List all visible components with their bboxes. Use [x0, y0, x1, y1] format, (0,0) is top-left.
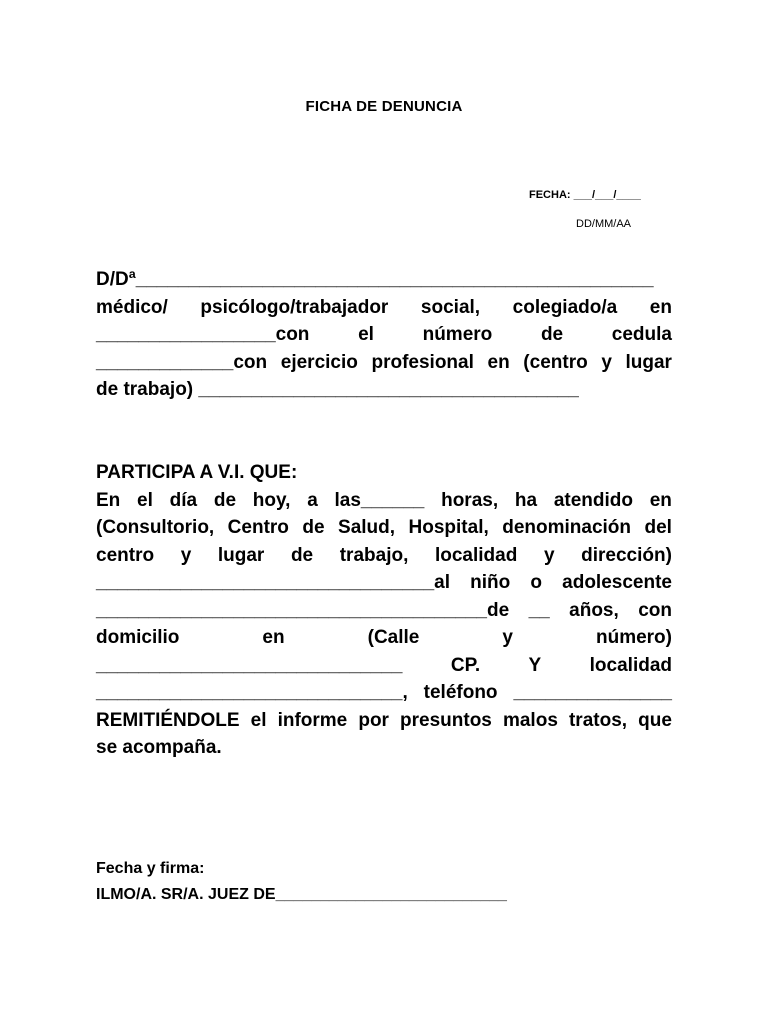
word: el	[250, 709, 267, 731]
word: dirección)	[581, 544, 672, 566]
word: _______________	[513, 682, 672, 703]
word: (Calle	[367, 627, 420, 648]
word: hoy,	[252, 489, 291, 511]
word: lugar	[217, 544, 265, 566]
word: CP.	[450, 654, 481, 676]
profession-line	[96, 294, 672, 322]
word: el	[137, 489, 153, 511]
declarant-name-line: D/Dª_________________________________________________	[96, 269, 654, 290]
word: (Consultorio,	[96, 517, 215, 538]
word: Hospital,	[408, 517, 489, 538]
signature-section	[96, 856, 507, 908]
report-line-6	[96, 624, 672, 652]
word: Salud,	[338, 517, 396, 538]
word: colegiado/a	[512, 296, 618, 318]
word: localidad	[589, 654, 672, 676]
word: niño	[470, 572, 511, 593]
report-heading: PARTICIPA A V.I. QUE:	[96, 462, 298, 483]
word: médico/	[96, 296, 168, 318]
document-title: FICHA DE DENUNCIA	[305, 98, 463, 115]
word: por	[358, 709, 389, 731]
word: años,	[569, 599, 619, 621]
word: _____________con	[96, 351, 268, 373]
date-signature-label: Fecha y firma:	[96, 860, 205, 877]
word: Y	[528, 654, 542, 676]
word: atendido	[553, 489, 633, 511]
word: ________________________________al	[96, 572, 450, 593]
word: __	[528, 599, 550, 621]
word: ejercicio	[280, 351, 358, 373]
word: teléfono	[423, 682, 498, 703]
word: ha	[514, 489, 538, 511]
word: y	[543, 544, 555, 566]
word: número	[422, 324, 493, 345]
report-line-4	[96, 569, 672, 597]
report-line-3	[96, 542, 672, 570]
word: del	[644, 517, 672, 538]
word: psicólogo/trabajador	[200, 296, 389, 318]
date-format-hint: DD/MM/AA	[576, 218, 631, 230]
word: o	[530, 572, 542, 593]
word: localidad	[434, 544, 518, 566]
report-line-10: se acompaña.	[96, 737, 222, 758]
word: número)	[595, 627, 672, 648]
word: de	[302, 517, 325, 538]
word: de	[290, 544, 314, 566]
word: _____________________________,	[96, 682, 408, 703]
workplace-line	[96, 349, 672, 377]
word: lugar	[625, 351, 672, 373]
word: tratos,	[568, 709, 628, 731]
word: y	[180, 544, 192, 566]
declarant-section	[96, 266, 672, 404]
word: En	[96, 489, 121, 511]
word: _____________________________________de	[96, 599, 510, 621]
word: profesional	[371, 351, 474, 373]
word: en	[262, 627, 285, 648]
word: a	[307, 489, 318, 511]
report-line-5	[96, 597, 672, 625]
report-section	[96, 459, 672, 762]
workplace-continuation-line: de trabajo) ____________________________________	[96, 379, 579, 400]
word: horas,	[441, 489, 499, 511]
word: día	[169, 489, 198, 511]
word: trabajo,	[339, 544, 409, 566]
word: en	[649, 489, 672, 511]
word: informe	[277, 709, 348, 731]
report-line-1	[96, 487, 672, 515]
word: de	[540, 324, 564, 345]
word: malos	[502, 709, 558, 731]
word: adolescente	[562, 572, 672, 593]
word: en	[487, 351, 510, 373]
cedula-line	[96, 321, 672, 349]
word: con	[638, 599, 672, 621]
word: el	[358, 324, 374, 345]
word: y	[502, 627, 513, 648]
word: centro	[96, 544, 155, 566]
report-line-2	[96, 514, 672, 542]
word: las______	[334, 489, 425, 511]
word: que	[638, 709, 672, 731]
word: Centro	[227, 517, 289, 538]
word: social,	[420, 296, 481, 318]
remitiendole-word: REMITIÉNDOLE	[96, 709, 240, 731]
word: _____________________________	[96, 654, 403, 676]
word: presuntos	[400, 709, 492, 731]
word: en	[649, 296, 672, 318]
report-line-7	[96, 652, 672, 680]
word: denominación	[502, 517, 632, 538]
judge-line: ILMO/A. SR/A. JUEZ DE__________________________	[96, 886, 507, 903]
word: (centro	[523, 351, 588, 373]
date-field-label: FECHA: ___/___/____	[529, 189, 641, 201]
word: domicilio	[96, 627, 180, 648]
word: _________________con	[96, 324, 310, 345]
word: y	[601, 351, 612, 373]
report-line-8	[96, 679, 672, 707]
word: de	[213, 489, 237, 511]
report-line-9	[96, 707, 672, 735]
word: cedula	[611, 324, 672, 345]
